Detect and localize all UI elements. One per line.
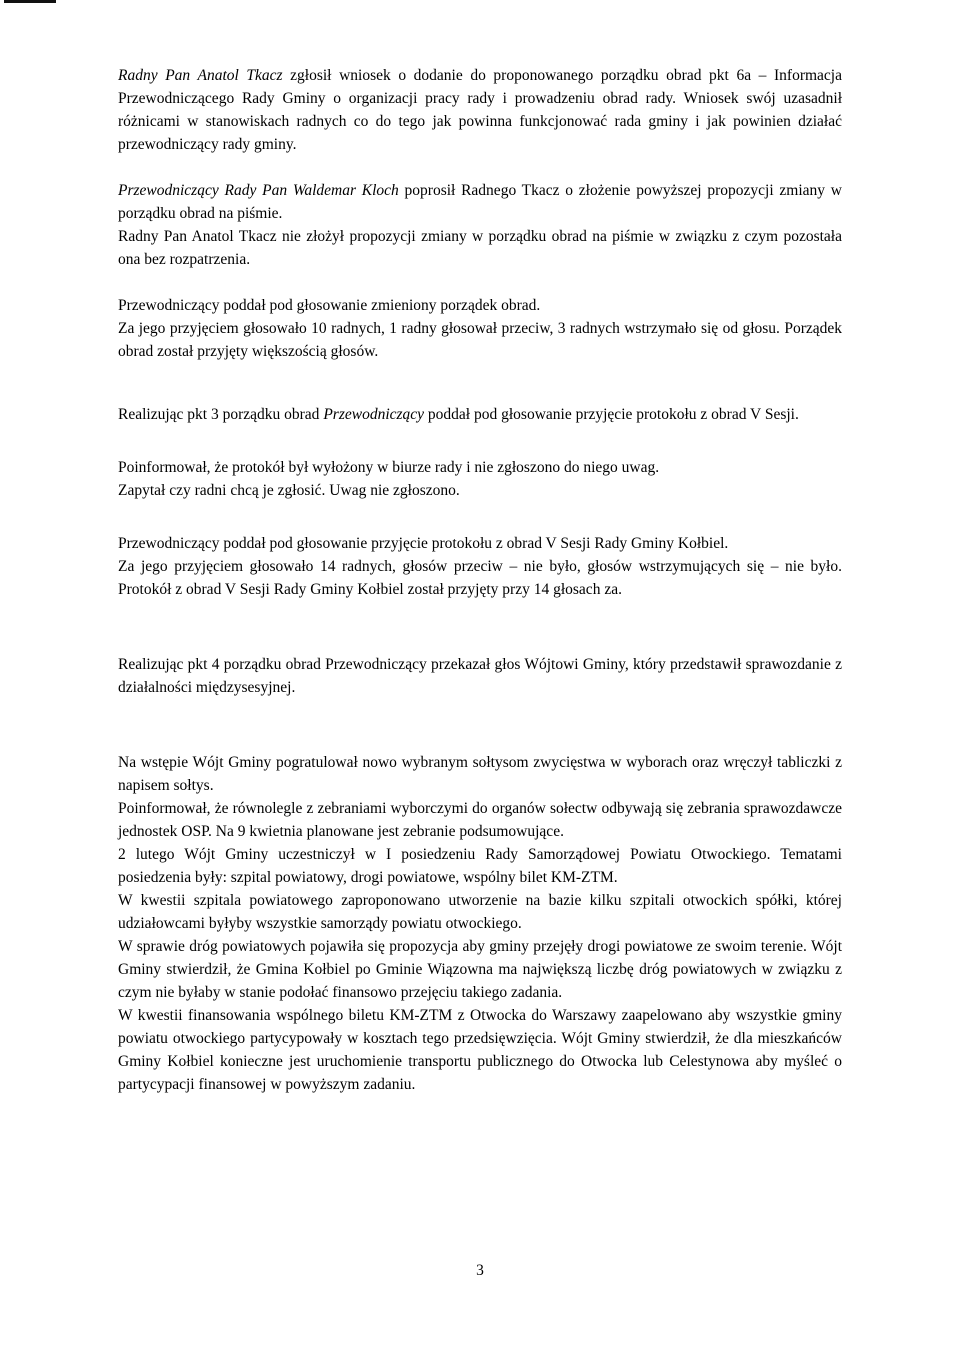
paragraph-motion-agenda: Radny Pan Anatol Tkacz zgłosił wniosek o dodanie do proponowanego porządku obrad pkt 6a – Informacja Przewodniczącego Rady Gminy o organizacji pracy rady i prowadzeniu obrad rady. Wniosek swój uzasadnił różnicami w stanowiskach radnych co do tego jak powinna funkcjonować rada gminy i jak powinien działać przewodniczący rady gminy.: [118, 67, 842, 153]
paragraph-county-roads: W sprawie dróg powiatowych pojawiła się propozycja aby gminy przejęły drogi powiatowe ze swoim terenie. Wójt Gminy stwierdził, że Gmina Kołbiel po Gminie Wiązowna ma największą liczbę dróg powiatowych w związku z czym nie byłaby w stanie podołać finansowo przejęciu takiego zadania.: [118, 938, 842, 1001]
speaker-name: Przewodniczący: [323, 406, 425, 423]
paragraph-protocol-info: Poinformował, że protokół był wyłożony w biurze rady i nie zgłoszono do niego uwag.: [118, 459, 660, 476]
speaker-name: Radny Pan Anatol Tkacz: [118, 67, 283, 84]
paragraph-osp-meetings: Poinformował, że równolegle z zebraniami wyborczymi do organów sołectw odbywają się zebrania sprawozdawcze jednostek OSP. Na 9 kwietnia planowane jest zebranie podsumowujące.: [118, 800, 842, 840]
paragraph-item-3: Realizując pkt 3 porządku obrad Przewodniczący poddał pod głosowanie przyjęcie protokołu z obrad V Sesji.: [118, 406, 799, 423]
paragraph-protocol-remarks: Zapytał czy radni chcą je zgłosić. Uwag nie zgłoszono.: [118, 482, 460, 499]
paragraph-council-meeting: 2 lutego Wójt Gminy uczestniczył w I posiedzeniu Rady Samorządowej Powiatu Otwockiego. Tematami posiedzenia były: szpital powiatowy, drogi powiatowe, wspólny bilet KM-ZTM.: [118, 846, 842, 886]
paragraph-wojt-intro: Na wstępie Wójt Gminy pogratulował nowo wybranym sołtysom zwycięstwa w wyborach oraz wręczył tabliczki z napisem sołtys.: [118, 754, 842, 794]
paragraph-ticket-financing: W kwestii finansowania wspólnego biletu KM-ZTM z Otwocka do Warszawy zaapelowano aby wszystkie gminy powiatu otwockiego partycypowały w kosztach tego przedsięwzięcia. Wójt Gminy stwierdził, że dla mieszkańców Gminy Kołbiel konieczne jest uruchomienie transportu publicznego do Otwocka lub Celestynowa aby myśleć o partycypacji finansowej w powyższym zadaniu.: [118, 1007, 842, 1093]
paragraph-motion-withdrawn: Radny Pan Anatol Tkacz nie złożył propozycji zmiany w porządku obrad na piśmie w związku z czym pozostała ona bez rozpatrzenia.: [118, 228, 842, 268]
scan-corner-mark: [4, 0, 56, 3]
speaker-name: Przewodniczący Rady Pan Waldemar Kloch: [118, 182, 399, 199]
paragraph-protocol-vote: Przewodniczący poddał pod głosowanie przyjęcie protokołu z obrad V Sesji Rady Gminy Kołbiel.: [118, 535, 729, 552]
paragraph-agenda-vote: Przewodniczący poddał pod głosowanie zmieniony porządek obrad.: [118, 297, 541, 314]
document-body: [118, 64, 842, 1096]
paragraph-item-4: Realizując pkt 4 porządku obrad Przewodniczący przekazał głos Wójtowi Gminy, który przedstawił sprawozdanie z działalności międzysesyjnej.: [118, 656, 842, 696]
paragraph-protocol-vote-result: Za jego przyjęciem głosowało 14 radnych, głosów przeciw – nie było, głosów wstrzymujących się – nie było. Protokół z obrad V Sesji Rady Gminy Kołbiel został przyjęty przy 14 głosach za.: [118, 558, 842, 598]
page-number: 3: [476, 1262, 484, 1279]
paragraph-agenda-vote-result: Za jego przyjęciem głosowało 10 radnych, 1 radny głosował przeciw, 3 radnych wstrzymało się od głosu. Porządek obrad został przyjęty większością głosów.: [118, 320, 842, 360]
paragraph-chairman-request: Przewodniczący Rady Pan Waldemar Kloch poprosił Radnego Tkacz o złożenie powyższej propozycji zmiany w porządku obrad na piśmie.: [118, 182, 842, 222]
paragraph-hospital: W kwestii szpitala powiatowego zaproponowano utworzenie na bazie kilku szpitali otwockich spółki, której udziałowcami byłyby wszystkie samorządy powiatu otwockiego.: [118, 892, 842, 932]
